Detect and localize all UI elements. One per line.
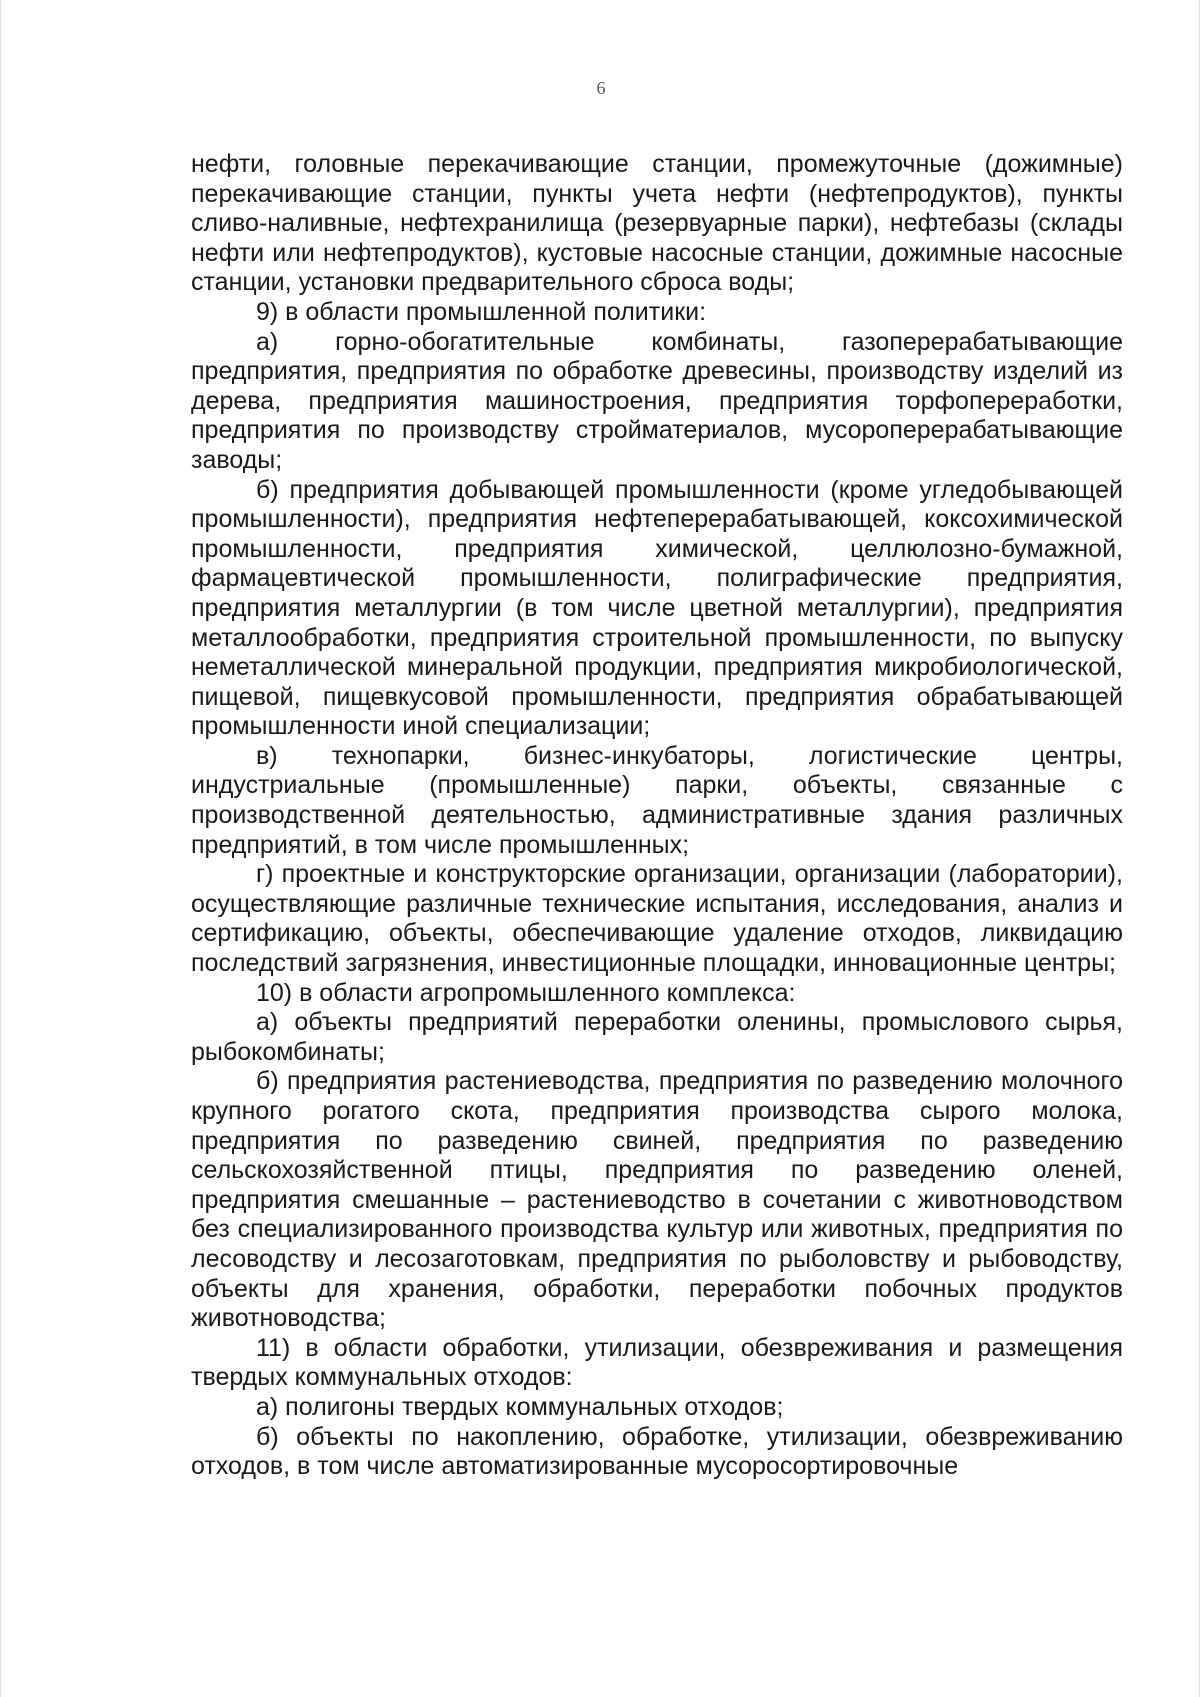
paragraph: 11) в области обработки, утилизации, обезвреживания и размещения твердых коммунальных отходов:: [191, 1333, 1123, 1392]
paragraph: г) проектные и конструкторские организации, организации (лаборатории), осуществляющие различные технические испытания, исследования, анализ и сертификацию, объекты, обеспечивающие удаление отходов, ликвидацию последствий загрязнения, инвестиционные площадки, инновационные центры;: [191, 860, 1123, 978]
page-number: 6: [596, 78, 606, 98]
document-body: [191, 150, 1123, 1482]
paragraph: в) технопарки, бизнес-инкубаторы, логистические центры, индустриальные (промышленные) парки, объекты, связанные с производственной деятельностью, административные здания различных предприятий, в том числе промышленных;: [191, 741, 1123, 859]
paragraph: а) полигоны твердых коммунальных отходов;: [256, 1392, 784, 1421]
paragraph: 10) в области агропромышленного комплекса:: [256, 978, 796, 1007]
paragraph: б) предприятия добывающей промышленности (кроме угледобывающей промышленности), предприятия нефтеперерабатывающей, коксохимической промышленности, предприятия химической, целлюлозно-бумажной, фармацевтической промышленности, полиграфические предприятия, предприятия металлургии (в том числе цветной металлургии), предприятия металлообработки, предприятия строительной промышленности, по выпуску неметаллической минеральной продукции, предприятия микробиологической, пищевой, пищевкусовой промышленности, предприятия обрабатывающей промышленности иной специализации;: [191, 475, 1123, 741]
paragraph: а) горно-обогатительные комбинаты, газоперерабатывающие предприятия, предприятия по обработке древесины, производству изделий из дерева, предприятия машиностроения, предприятия торфопереработки, предприятия по производству стройматериалов, мусороперерабатывающие заводы;: [191, 327, 1123, 474]
paragraph: б) предприятия растениеводства, предприятия по разведению молочного крупного рогатого скота, предприятия производства сырого молока, предприятия по разведению свиней, предприятия по разведению сельскохозяйственной птицы, предприятия по разведению оленей, предприятия смешанные – растениеводство в сочетании с животноводством без специализированного производства культур или животных, предприятия по лесоводству и лесозаготовкам, предприятия по рыболовству и рыбоводству, объекты для хранения, обработки, переработки побочных продуктов животноводства;: [191, 1067, 1123, 1333]
paragraph: 9) в области промышленной политики:: [256, 297, 707, 326]
paragraph: б) объекты по накоплению, обработке, утилизации, обезвреживанию отходов, в том числе автоматизированные мусоросортировочные: [191, 1422, 1123, 1481]
paragraph: а) объекты предприятий переработки оленины, промыслового сырья, рыбокомбинаты;: [191, 1008, 1123, 1066]
paragraph: нефти, головные перекачивающие станции, промежуточные (дожимные) перекачивающие станции, пункты учета нефти (нефтепродуктов), пункты сливо-наливные, нефтехранилища (резервуарные парки), нефтебазы (склады нефти или нефтепродуктов), кустовые насосные станции, дожимные насосные станции, установки предварительного сброса воды;: [191, 150, 1123, 297]
